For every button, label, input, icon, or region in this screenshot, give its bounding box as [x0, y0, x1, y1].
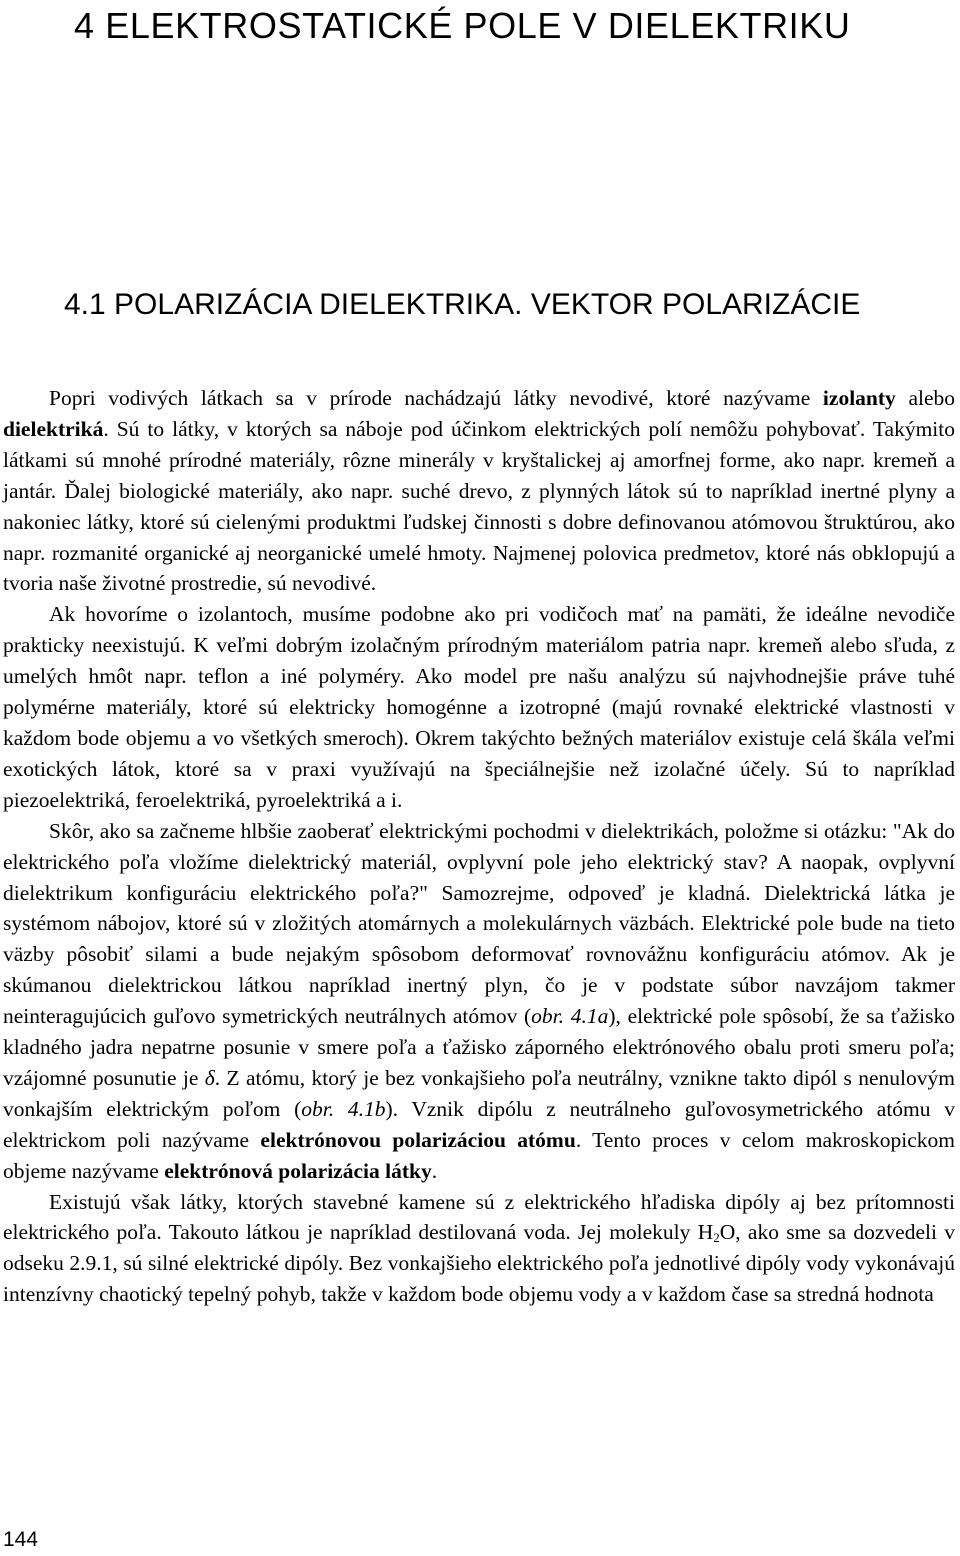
text-run: . Sú to látky, v ktorých sa náboje pod účinkom elektrických polí nemôžu pohybovať. Takýmito látkami sú mnohé prírodné materiály, rôzne minerály v kryštalickej aj amorfnej forme, ako napr. kremeň a jantár. Ďalej biologické materiály, ako napr. suché drevo, z plynných látok sú to napríklad inertné plyny a nakoniec látky, ktoré sú cielenými produktmi ľudskej činnosti s dobre definovanou atómovou štruktúrou, ako napr. rozmanité organické aj neorganické umelé hmoty. Najmenej polovica predmetov, ktoré nás obklopujú a tvoria naše životné prostredie, sú nevodivé. — [3, 416, 955, 596]
chapter-title: 4 ELEKTROSTATICKÉ POLE V DIELEKTRIKU — [74, 5, 851, 46]
paragraph-4 — [3, 1187, 955, 1311]
text-run: alebo — [895, 386, 956, 410]
text-run: O, ako sme sa dozvedeli v odseku 2.9.1, sú silné elektrické dipóly. Bez vonkajšieho elektrického poľa jednotlivé dipóly vody vykonávajú intenzívny chaotický tepelný pohyb, takže v každom bode objemu vody a v každom čase sa stredná hodnota — [3, 1220, 955, 1307]
page-number: 144 — [3, 1528, 39, 1551]
subscript-2: 2 — [713, 1230, 720, 1246]
term-izolanty: izolanty — [822, 386, 896, 410]
figure-ref-4-1b: obr. 4.1b — [301, 1096, 386, 1121]
text-run: ). Vznik dipólu z neutrálneho guľovosymetrického atómu v elektrickom poli nazývame — [3, 1096, 955, 1152]
text-run: . Z atómu, ktorý je bez vonkajšieho poľa neutrálny, vznikne takto dipól s nenulovým vonkajším elektrickým poľom ( — [3, 1065, 955, 1121]
text-run: Existujú však látky, ktorých stavebné kamene sú z elektrického hľadiska dipóly aj bez prítomnosti elektrického poľa. Takouto látkou je napríklad destilovaná voda. Jej molekuly H — [3, 1189, 955, 1245]
text-run: Popri vodivých látkach sa v prírode nachádzajú látky nevodivé, ktoré nazývame — [49, 386, 823, 410]
body-text — [3, 383, 955, 1310]
text-run: Skôr, ako sa začneme hlbšie zaoberať elektrickými pochodmi v dielektrikách, položme si otázku: "Ak do elektrického poľa vložíme dielektrický materiál, ovplyvní pole jeho elektrický stav? A naopak, ovplyvní dielektrikum konfiguráciu elektrického poľa?" Samozrejme, odpoveď je kladná. Dielektrická látka je systémom nábojov, ktoré sú v zložitých atomárnych a molekulárnych väzbách. Elektrické pole bude na tieto väzby pôsobiť silami a bude nejakým spôsobom deformovať rovnovážnu konfiguráciu atómov. Ak je skúmanou dielektrickou látkou napríklad inertný plyn, čo je v podstate súbor navzájom takmer neinteragujúcich guľovo symetrických neutrálnych atómov ( — [3, 818, 955, 1029]
term-dielektrika: dielektriká — [3, 416, 104, 441]
section-title: 4.1 POLARIZÁCIA DIELEKTRIKA. VEKTOR POLARIZÁCIE — [64, 288, 861, 321]
figure-ref-4-1a: obr. 4.1a — [531, 1004, 609, 1029]
text-run: Ak hovoríme o izolantoch, musíme podobne ako pri vodičoch mať na pamäti, že ideálne nevodiče prakticky neexistujú. K veľmi dobrým izolačným prírodným materiálom patria napr. kremeň alebo sľuda, z umelých hmôt napr. teflon a iné polyméry. Ako model pre našu analýzu sú najvhodnejšie práve tuhé polymérne materiály, ktoré sú elektricky homogénne a izotropné (majú rovnaké elektrické vlastnosti v každom bode objemu a vo všetkých smeroch). Okrem takýchto bežných materiálov existuje celá škála veľmi exotických látok, ktoré sa v praxi využívajú na špeciálnejšie než izolačné účely. Sú to napríklad piezoelektriká, feroelektriká, pyroelektriká a i. — [3, 602, 955, 812]
text-run: ), elektrické pole spôsobí, že sa ťažisko kladného jadra nepatrne posunie v smere poľa a ťažisko záporného elektrónového obalu proti smeru poľa; vzájomné posunutie je — [3, 1004, 955, 1090]
text-run: . Tento proces v celom makroskopickom objeme nazývame — [3, 1127, 956, 1183]
term-electron-polarization-matter: elektrónová polarizácia látky — [164, 1158, 432, 1183]
term-electron-polarization-atom: elektrónovou polarizáciou atómu — [260, 1127, 576, 1152]
paragraph-3 — [3, 816, 955, 1187]
paragraph-1 — [3, 383, 955, 599]
symbol-delta: δ — [204, 1065, 215, 1090]
paragraph-2 — [3, 599, 955, 815]
text-run: . — [431, 1158, 438, 1183]
